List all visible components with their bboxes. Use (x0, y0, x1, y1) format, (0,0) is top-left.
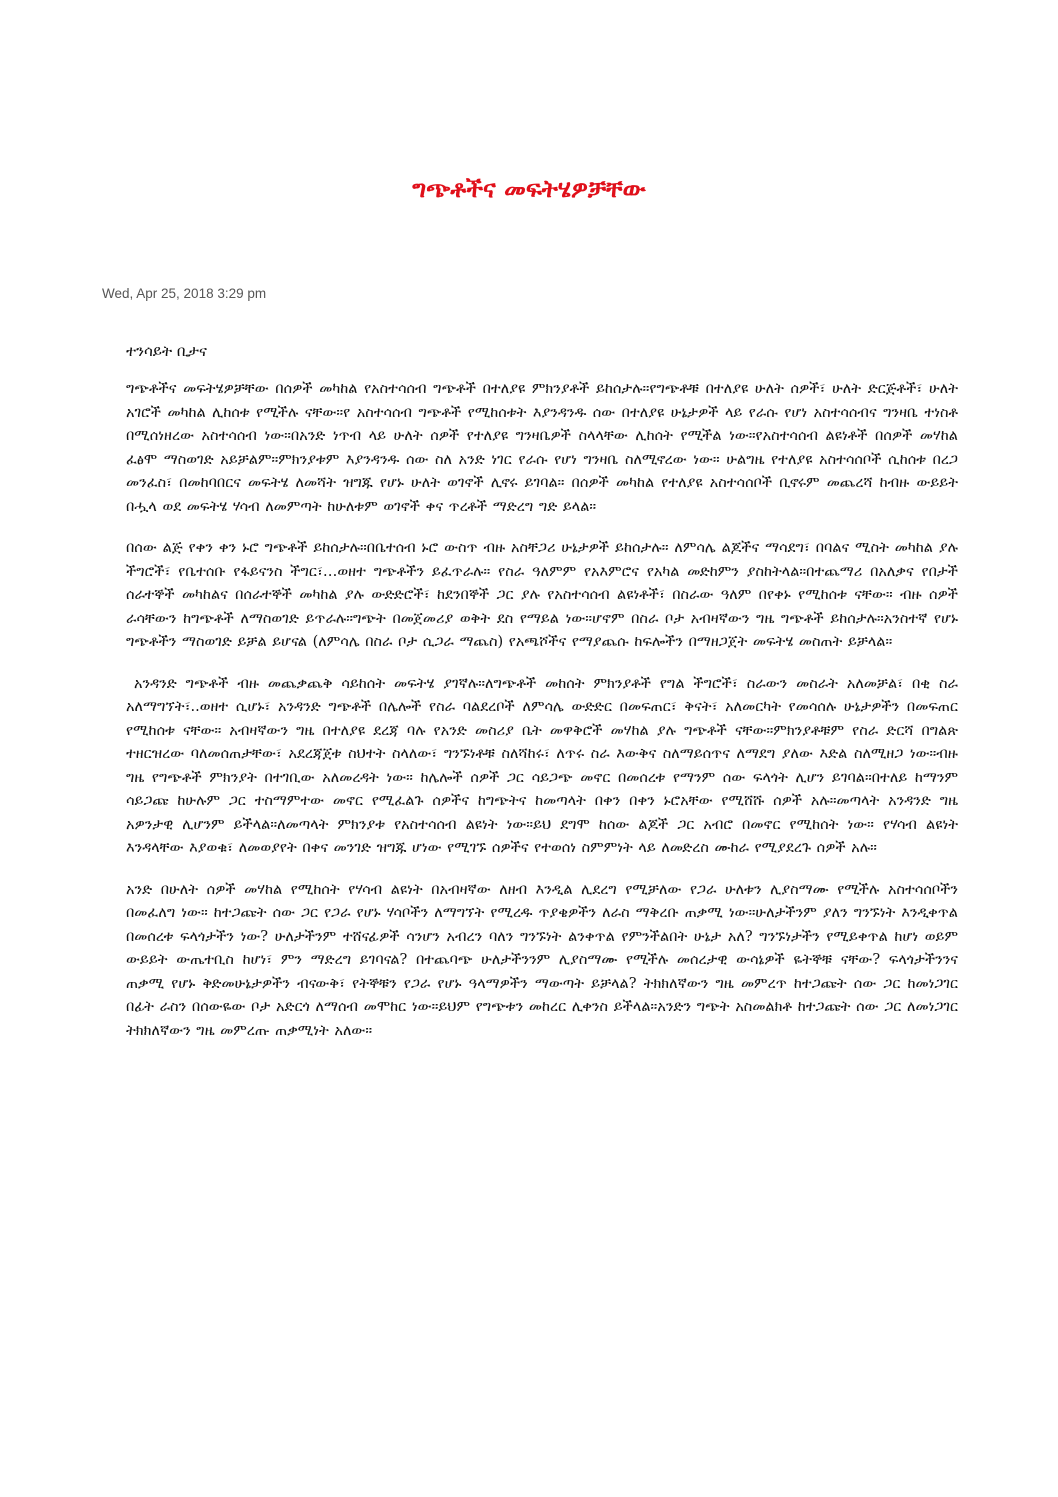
paragraph-1: ግጭቶችና መፍትሄዎቻቸው በሰዎች መካከል የአስተሳሰብ ግጭቶች በተለያዩ ምክንያቶች ይከሰታሉ።የግጭቶቹ በተለያዩ ሁለት ሰዎች፣ ሁለት ድርጅቶች፣ ሁለት አገሮች መካከል ሊከሰቱ የሚችሉ ናቸው።የ አስተሳሰብ ግጭቶች የሚከሰቱት እያንዳንዱ ሰው በተለያዩ ሁኔታዎች ላይ የራሱ የሆነ አስተሳሰብና ግንዛቤ ተነስቶ በሚሰነዘረው አስተሳሰብ ነው።በአንድ ነጥብ ላይ ሁለት ሰዎች የተለያዩ ግንዛቤዎች ስላላቸው ሊከሰት የሚችል ነው።የአስተሳሰብ ልዩነቶች በሰዎች መሃከል ፈፅሞ ማስወገድ አይቻልም።ምክንያቱም እያንዳንዱ ሰው ስለ አንድ ነገር የራሱ የሆነ ግንዛቤ ስለሚኖረው ነው። ሁልግዜ የተለያዩ አስተሳሰቦች ሲከሰቱ በረጋ መንፈስ፣ በመከባበርና መፍትሄ ለመሻት ዝግጁ የሆኑ ሁለት ወገኖች ሊኖሩ ይገባል። በሰዎች መካከል የተለያዩ አስተሳሰቦች ቢኖሩም መጨረሻ ከብዙ ውይይት በሗላ ወደ መፍትሄ ሃሳብ ለመምጣት ከሁለቱም ወገኖች ቀና ጥረቶች ማድረግ ግድ ይላል። (126, 381, 958, 515)
document-body (126, 378, 958, 1061)
document-date: Wed, Apr 25, 2018 3:29 pm (102, 286, 267, 301)
paragraph-2: በሰው ልጅ የቀን ቀን ኑሮ ግጭቶች ይከሰታሉ።በቤተሰብ ኑሮ ውስጥ ብዙ አስቸጋሪ ሁኔታዎች ይከሰታሉ። ለምሳሌ ልጆችና ማሳደግ፣ በባልና ሚስት መካከል ያሉ ችግሮች፣ የቤተሰቡ የፋይናንስ ችግር፣…ወዘተ ግጭቶችን ይፈጥራሉ። የስራ ዓለምም የአእምሮና የአካል መድከምን ያስከትላል።በተጨማሪ በአለቃና የበታች ሰራተኞች መካከልና በሰራተኞች መካከል ያሉ ውድድሮች፣ ከደንበኞች ጋር ያሉ የአስተሳሰብ ልዩነቶች፣ በስራው ዓለም በየቀኑ የሚከሰቱ ናቸው። ብዙ ሰዎች ራሳቸውን ከግጭቶች ለማስወገድ ይጥራሉ።ግጭት በመጀመሪያ ወቅት ደስ የማይል ነው።ሆኖም በስራ ቦታ አብዛኛውን ግዜ ግጭቶች ይከሰታሉ።አንስተኛ የሆኑ ግጭቶችን ማስወገድ ይቻል ይሆናል (ለምሳሌ በስራ ቦታ ሲጋራ ማጨስ) የአጫሾችና የማያጨሱ ከፍሎችን በማዘጋጀት መፍትሄ መስጠት ይቻላል። (126, 540, 958, 650)
paragraph-3: አንዳንድ ግጭቶች ብዙ መጨቃጨቅ ሳይከሰት መፍትሄ ያገኛሉ።ለግጭቶች መከሰት ምክንያቶች የግል ችግሮች፣ ስራውን መስራት አለመቻል፣ በቂ ስራ አለማግኘት፣..ወዘተ ሲሆኑ፣ አንዳንድ ግጭቶች በሌሎች የስራ ባልደረቦች ለምሳሌ ውድድር በመፍጠር፣ ቅናት፣ አለመርካት የመሳሰሉ ሁኔታዎችን በመፍጠር የሚከሰቱ ናቸው። አብዛኛውን ግዜ በተለያዩ ደረጃ ባሉ የአንድ መስሪያ ቤት መዋቅሮች መሃከል ያሉ ግጭቶች ናቸው።ምክንያቶቹም የስራ ድርሻ በግልጽ ተዘርዝረው ባለመሰጠታቸው፣ አደረጃጀቱ ስህተት ስላለው፣ ግንኙነቶቹ ስለሻከሩ፣ ለጥሩ ስራ እውቅና ስለማይሰጥና ለማደግ ያለው እድል ስለሚዘጋ ነው።ብዙ ግዜ የግጭቶች ምክንያት በተገቢው አለመረዳት ነው። ከሌሎች ሰዎች ጋር ሳይጋጭ መኖር በመሰረቱ የማንም ሰው ፍላጎት ሊሆን ይገባል።በተለይ ከማንም ሳይጋጩ ከሁሉም ጋር ተስማምተው መኖር የሚፈልጉ ሰዎችና ከግጭትና ከመጣላት በቀን በቀን ኑሮአቸው የሚሸሹ ሰዎች አሉ።መጣላት አንዳንድ ግዜ አዎንታዊ ሊሆንም ይችላል።ለመጣላት ምክንያቱ የአስተሳሰብ ልዩነት ነው።ይህ ደግሞ ከሰው ልጆች ጋር አብሮ በመኖር የሚከሰት ነው። የሃሳብ ልዩነት እንዳላቸው እያወቁ፣ ለመወያየት በቀና መንገድ ዝግጁ ሆነው የሚገኙ ሰዎችና የተወሰነ ስምምነት ላይ ለመድረስ ሙከራ የሚያደረጉ ሰዎች አሉ። (126, 675, 958, 856)
document-author: ተንሳይት ቢታና (126, 342, 207, 360)
paragraph-4: አንድ በሁለት ሰዎች መሃከል የሚከሰት የሃሳብ ልዩነት በአብዛኛው ለዘብ እንዲል ሊደረግ የሚቻለው የጋራ ሁለቱን ሊያስማሙ የሚችሉ አስተሳሰቦችን በመፈለግ ነው። ከተጋጩት ሰው ጋር የጋራ የሆኑ ሃሳቦችን ለማግኘት የሚረዱ ጥያቄዎችን ለራስ ማቅረቡ ጠቃሚ ነው።ሁለታችንም ያለን ግንኙነት እንዲቀጥል በመሰረቱ ፍላጎታችን ነው? ሁለታችንም ተሸናፊዎች ሳንሆን አብረን ባለን ግንኙነት ልንቀጥል የምንችልበት ሁኔታ አለ? ግንኙነታችን የሚይቀጥል ከሆነ ወይም ውይይት ውጤተቢስ ከሆነ፣ ምን ማድረግ ይገባናል? በተጨባጭ ሁለታችንንም ሊያስማሙ የሚችሉ መሰረታዊ ውሳኔዎች ዬትኞቹ ናቸው? ፍላጎታችንንና ጠቃሚ የሆኑ ቅድመሁኔታዎችን ብናውቅ፣ የትኞቹን የጋራ የሆኑ ዓላማዎችን ማውጣት ይቻላል? ትክክለኛውን ግዜ መምረጥ ከተጋጩት ሰው ጋር ከመነጋገር በፊት ራስን በሰውዬው ቦታ አድርጎ ለማሰብ መሞከር ነው።ይህም የግጭቱን መከረር ሊቀንስ ይችላል።አንድን ግጭት አስመልክቶ ከተጋጩት ሰው ጋር ለመነጋገር ትክክለኛውን ግዜ መምረጡ ጠቃሚነት አለው። (126, 881, 958, 1039)
document-title: ግጭቶችና መፍትሄዎቻቸው (412, 175, 646, 203)
